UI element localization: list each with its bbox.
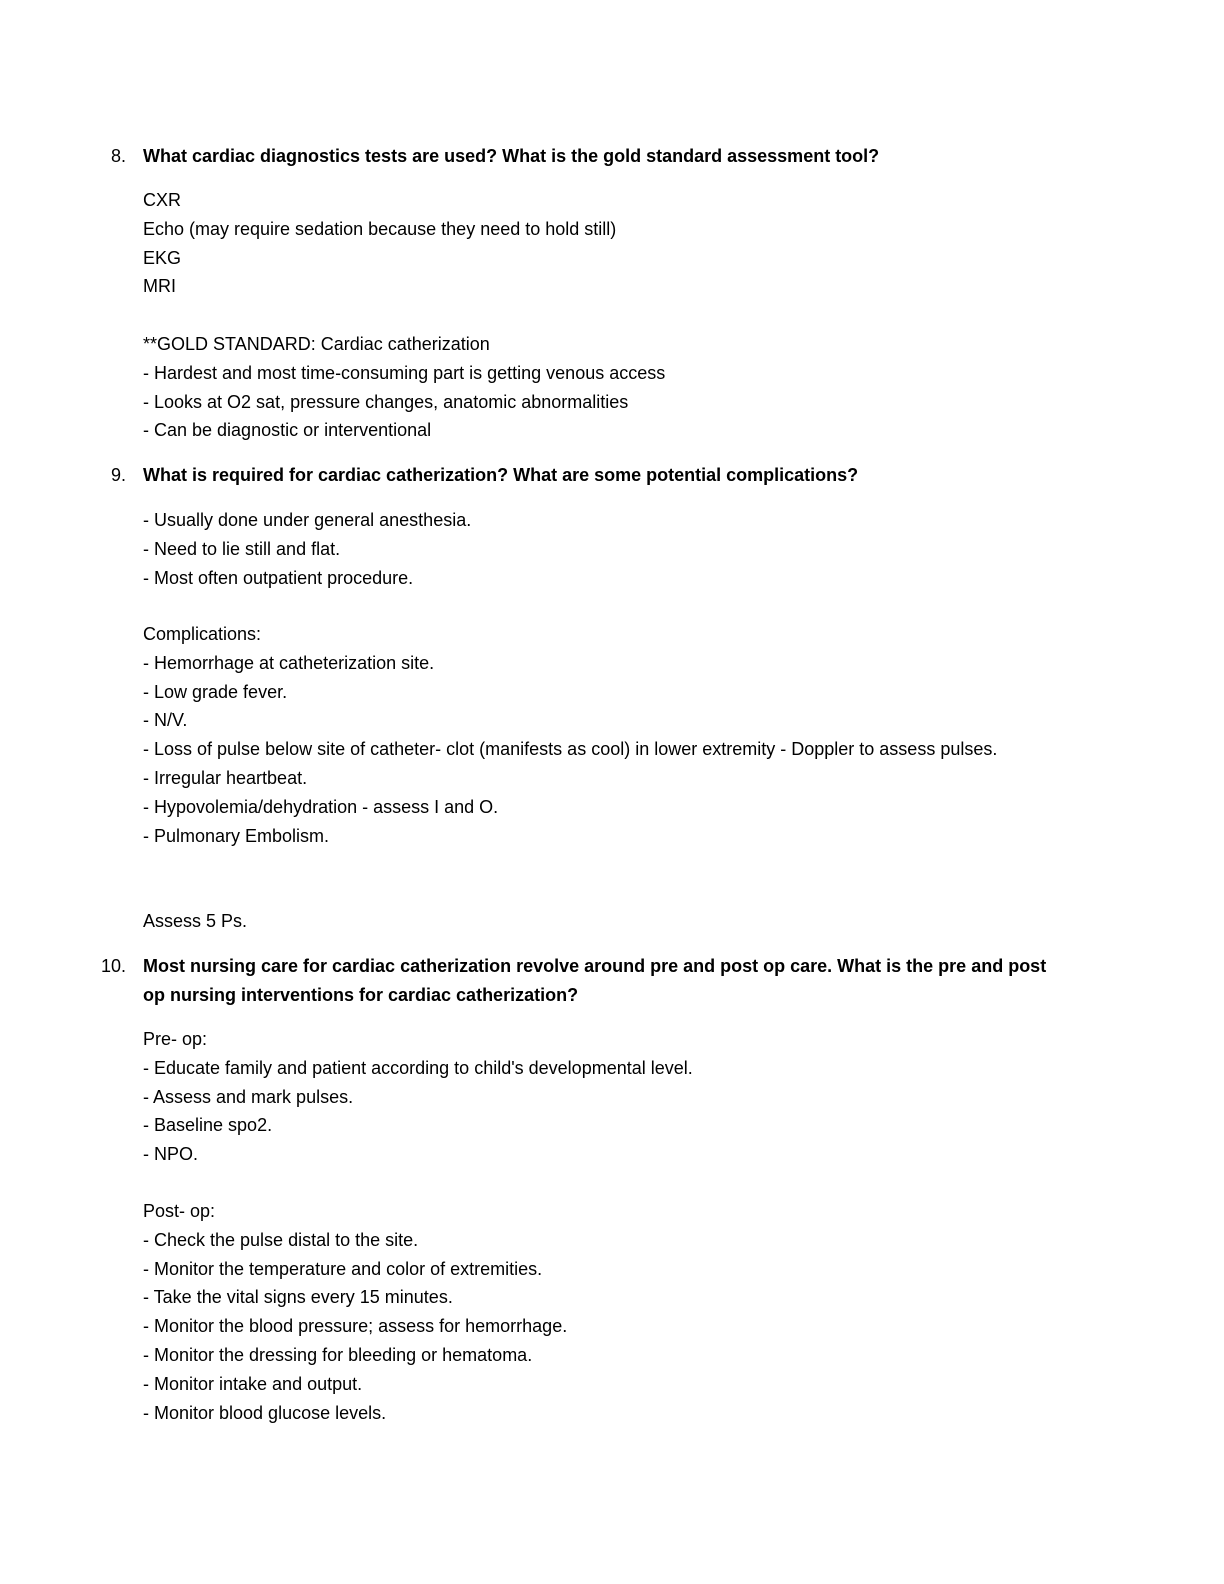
- answer-line: - Hemorrhage at catheterization site.: [143, 652, 435, 673]
- answer-line: - Hardest and most time-consuming part is getting venous access: [143, 362, 666, 383]
- answer-line: CXR: [143, 190, 182, 210]
- question-number: 10.: [100, 956, 126, 976]
- answer-group: [143, 1197, 1073, 1427]
- answer-line: - Loss of pulse below site of catheter- clot (manifests as cool) in lower extremity - Doppler to assess pulses.: [143, 739, 998, 760]
- question-heading: What cardiac diagnostics tests are used? What is the gold standard assessment tool?: [143, 146, 880, 166]
- answer-line: - Check the pulse distal to the site.: [143, 1229, 419, 1250]
- question-heading: Most nursing care for cardiac catherization revolve around pre and post op care. What is the pre and post op nursing interventions for cardiac catherization?: [143, 956, 1047, 1005]
- question-number: 9.: [110, 465, 126, 485]
- answer-line: - Low grade fever.: [143, 681, 288, 702]
- answer-line: Complications:: [143, 624, 262, 644]
- answer-group: [143, 330, 1073, 445]
- answer-line: Assess 5 Ps.: [143, 911, 248, 931]
- answer-line: - Educate family and patient according to child's developmental level.: [143, 1057, 693, 1078]
- answer-group: [143, 186, 1073, 301]
- answer-group: [143, 506, 1073, 592]
- answer-line: - Baseline spo2.: [143, 1115, 273, 1136]
- answer-line: - Irregular heartbeat.: [143, 767, 308, 788]
- answer-line: - N/V.: [143, 710, 188, 731]
- answer-line: - Hypovolemia/dehydration - assess I and O.: [143, 796, 499, 817]
- answer-group: [143, 907, 1073, 936]
- answer-line: - Most often outpatient procedure.: [143, 567, 414, 588]
- question-heading: What is required for cardiac catherization? What are some potential complications?: [143, 465, 859, 485]
- answer-line: - Usually done under general anesthesia.: [143, 510, 472, 530]
- question-number: 8.: [110, 146, 126, 166]
- answer-line: Post- op:: [143, 1201, 216, 1221]
- answer-line: - Looks at O2 sat, pressure changes, anatomic abnormalities: [143, 391, 629, 412]
- answer-line: **GOLD STANDARD: Cardiac catherization: [143, 334, 490, 354]
- answer-group: [143, 620, 1073, 850]
- answer-line: - Assess and mark pulses.: [143, 1086, 354, 1107]
- answer-line: - Monitor the dressing for bleeding or hematoma.: [143, 1344, 533, 1365]
- answer-line: - NPO.: [143, 1144, 199, 1165]
- answer-line: - Need to lie still and flat.: [143, 538, 341, 559]
- answer-line: - Monitor the temperature and color of extremities.: [143, 1258, 543, 1279]
- answer-group: [143, 1025, 1073, 1169]
- answer-line: - Monitor blood glucose levels.: [143, 1402, 387, 1423]
- answer-line: - Pulmonary Embolism.: [143, 825, 330, 846]
- answer-line: Pre- op:: [143, 1029, 208, 1049]
- answer-line: - Can be diagnostic or interventional: [143, 420, 432, 441]
- answer-line: MRI: [143, 276, 176, 297]
- answer-line: EKG: [143, 247, 182, 268]
- answer-line: - Monitor the blood pressure; assess for hemorrhage.: [143, 1316, 568, 1337]
- answer-line: Echo (may require sedation because they need to hold still): [143, 218, 617, 239]
- answer-line: - Take the vital signs every 15 minutes.: [143, 1287, 453, 1308]
- answer-line: - Monitor intake and output.: [143, 1373, 363, 1394]
